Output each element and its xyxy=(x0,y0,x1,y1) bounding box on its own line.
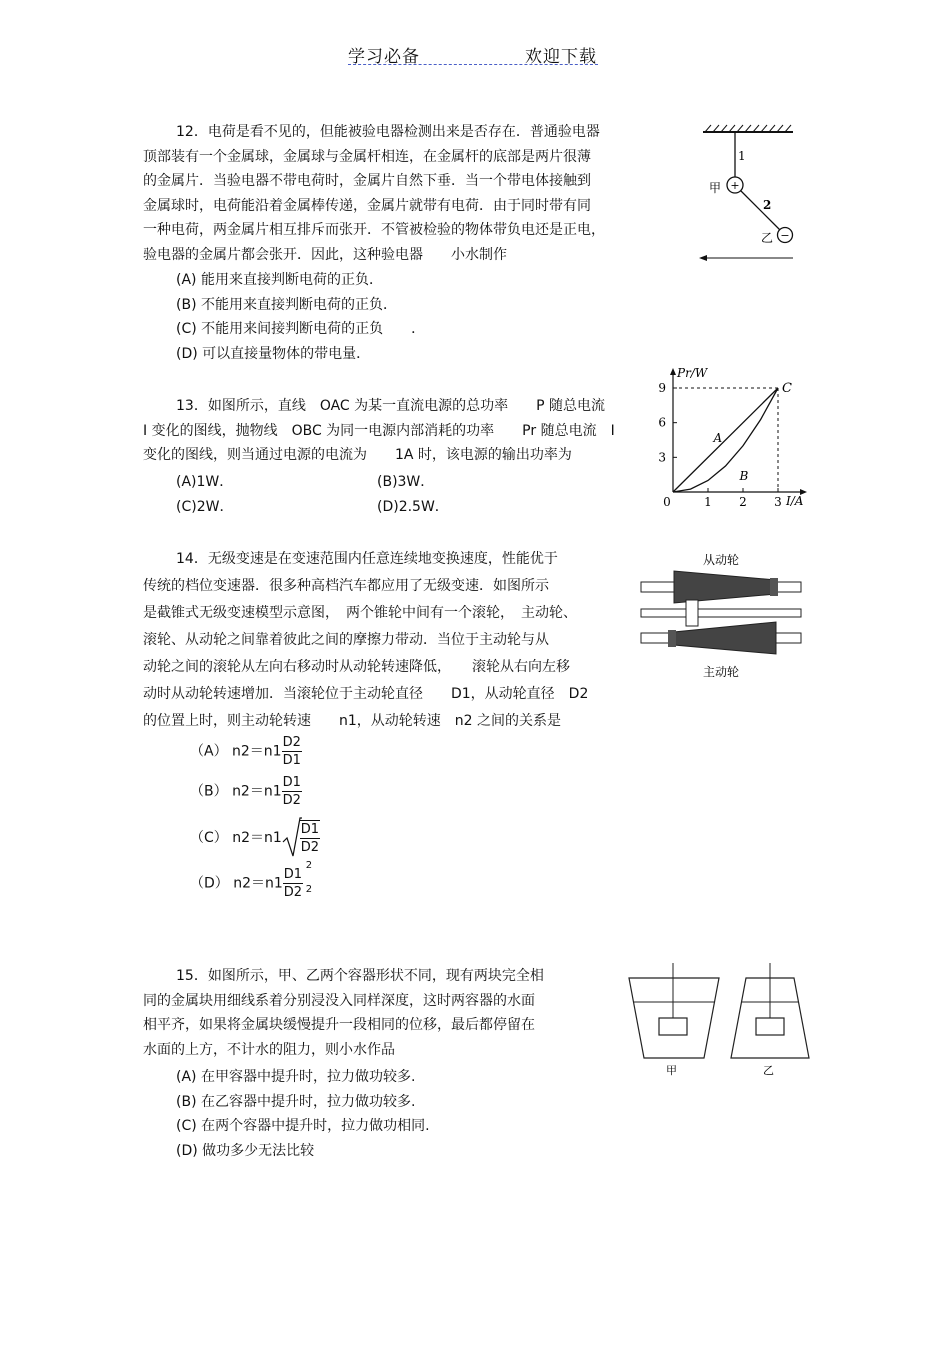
q12-line: 一种电荷，两金属片相互排斥而张开．不管被检验的物体带负电还是正电， xyxy=(143,222,605,238)
q12-option-a[interactable]: (A) 能用来直接判断电荷的正负． xyxy=(176,272,383,288)
q14-figure xyxy=(636,546,811,686)
option-lhs: n2＝n1 xyxy=(232,783,282,800)
block-jia xyxy=(659,1018,687,1035)
arrow-head xyxy=(699,255,707,261)
block-yi xyxy=(756,1018,784,1035)
x-tick-label: 2 xyxy=(739,495,747,509)
x-tick-label: 0 xyxy=(663,495,671,509)
q15-option-c[interactable]: (C) 在两个容器中提升时，拉力做功相同. xyxy=(176,1118,430,1134)
option-label: （B） xyxy=(190,783,228,800)
q14-line: 是截锥式无级变速模型示意图， 两个锥轮中间有一个滚轮， 主动轮、 xyxy=(143,605,577,621)
header-left: 学习必备 xyxy=(348,47,420,67)
label-1: 1 xyxy=(738,149,746,163)
q14-line: 14．无级变速是在变速范围内任意连续地变换速度，性能优于 xyxy=(176,551,558,567)
q12-text xyxy=(143,120,643,267)
q15-options xyxy=(176,1065,430,1163)
q13-line: 变化的图线，则当通过电源的电流为 1A 时，该电源的输出功率为 xyxy=(143,447,572,463)
bottom-cone xyxy=(674,622,776,654)
q15-text xyxy=(143,964,593,1062)
top-cone-cap xyxy=(770,578,778,596)
exp-den: 2 xyxy=(305,884,313,895)
minus-sign: − xyxy=(780,229,790,242)
q14-text xyxy=(143,546,633,735)
q13-option-b[interactable]: (B)3W． xyxy=(377,474,435,490)
x-tick-label: 1 xyxy=(704,495,712,509)
label-yi: 乙 xyxy=(763,1064,774,1077)
q12-option-b[interactable]: (B) 不能用来直接判断电荷的正负． xyxy=(176,296,397,313)
q13-chart xyxy=(655,362,815,517)
q14-line: 传统的档位变速器．很多种高档汽车都应用了无级变速．如图所示 xyxy=(143,578,549,594)
q13-option-a[interactable]: (A)1W． xyxy=(176,474,234,490)
q14-line: 动时从动轮转速增加．当滚轮位于主动轮直径 D1，从动轮直径 D2 xyxy=(143,686,589,702)
fraction: $\frac{D1}{D2}$ xyxy=(300,822,320,855)
q14-option-a[interactable] xyxy=(190,734,302,769)
q12-line: 顶部装有一个金属球，金属球与金属杆相连，在金属杆的底部是两片很薄 xyxy=(143,148,591,165)
fraction: $\frac{D2}{D1}$ xyxy=(282,735,301,768)
q13-option-c[interactable]: (C)2W． xyxy=(176,499,234,515)
header-right: 欢迎下载 xyxy=(525,47,597,67)
q13-option-d[interactable]: (D)2.5W． xyxy=(377,499,449,515)
middle-shaft xyxy=(641,609,801,617)
q12-line: 验电器的金属片都会张开．因此，这种验电器 小水制作 xyxy=(143,246,507,263)
option-lhs: n2＝n1 xyxy=(232,743,282,760)
ceiling-hatch xyxy=(705,125,791,132)
q15-option-a[interactable]: (A) 在甲容器中提升时，拉力做功较多. xyxy=(176,1069,416,1085)
option-label: （C） xyxy=(190,830,228,846)
q15-line: 水面的上方，不计水的阻力，则小水作品 xyxy=(143,1041,395,1058)
q14-line: 动轮之间的滚轮从左向右移动时从动轮转速降低， 滚轮从右向左移 xyxy=(143,659,570,675)
y-axis-label: Pr/W xyxy=(677,366,708,380)
point-label-C: C xyxy=(782,381,792,396)
q15-line: 同的金属块用细线系着分别浸没入同样深度，这时两容器的水面 xyxy=(143,992,535,1009)
sqrt-sign xyxy=(282,816,302,860)
label-jia: 甲 xyxy=(709,181,722,195)
string-2 xyxy=(735,185,780,230)
q14-option-b[interactable] xyxy=(190,774,302,809)
q12-line: 12．电荷是看不见的，但能被验电器检测出来是否存在．普通验电器 xyxy=(176,124,600,140)
fraction: $\frac{D1}{D2}$ xyxy=(282,775,301,808)
q15-line: 15．如图所示，甲、乙两个容器形状不同，现有两块完全相 xyxy=(176,968,544,984)
fraction: D1 D2 2 2 xyxy=(283,866,303,901)
series-A xyxy=(673,388,778,492)
option-label: （D） xyxy=(190,875,229,892)
q12-option-c[interactable]: (C) 不能用来间接判断电荷的正负 ． xyxy=(176,321,426,337)
top-cone xyxy=(674,571,776,603)
roller xyxy=(686,600,698,626)
x-tick-label: 3 xyxy=(774,495,782,509)
label-yi: 乙 xyxy=(761,231,774,245)
y-tick-label: 6 xyxy=(658,415,666,430)
y-tick-label: 3 xyxy=(658,450,666,465)
q12-options xyxy=(176,268,425,366)
label-jia: 甲 xyxy=(666,1064,677,1077)
q13-line: 13．如图所示，直线 OAC 为某一直流电源的总功率 P 随总电流 xyxy=(176,398,606,414)
q15-option-d[interactable]: (D) 做功多少无法比较 xyxy=(176,1142,315,1159)
label-driven-wheel: 从动轮 xyxy=(703,553,740,567)
q13-text xyxy=(143,394,653,468)
q14-option-c[interactable] xyxy=(190,816,320,860)
option-lhs: n2＝n1 xyxy=(232,830,282,846)
x-axis-label: I/A xyxy=(786,494,804,508)
y-tick-label: 9 xyxy=(658,381,666,395)
series-label-B: B xyxy=(739,469,749,483)
plus-sign: + xyxy=(730,179,740,192)
q14-line: 的位置上时，则主动轮转速 n1，从动轮转速 n2 之间的关系是 xyxy=(143,713,562,729)
label-driving-wheel: 主动轮 xyxy=(703,665,740,679)
q12-option-d[interactable]: (D) 可以直接量物体的带电量． xyxy=(176,345,371,362)
bottom-cone-cap xyxy=(668,630,676,647)
q14-option-d[interactable] xyxy=(190,860,313,901)
option-lhs: n2＝n1 xyxy=(233,875,283,892)
q12-line: 金属球时，电荷能沿着金属棒传递，金属片就带有电荷．由于同时带有同 xyxy=(143,197,591,214)
q12-figure xyxy=(695,122,805,267)
q13-line: I 变化的图线，抛物线 OBC 为同一电源内部消耗的功率 Pr 随总电流 I xyxy=(143,422,615,439)
q15-option-b[interactable]: (B) 在乙容器中提升时，拉力做功较多. xyxy=(176,1093,416,1110)
option-label: （A） xyxy=(190,743,228,760)
series-label-A: A xyxy=(713,431,723,445)
y-axis-arrow xyxy=(670,368,676,375)
q15-figure xyxy=(624,958,824,1083)
exp-num: 2 xyxy=(305,860,313,871)
q12-line: 的金属片．当验电器不带电荷时，金属片自然下垂．当一个带电体接触到 xyxy=(143,173,591,189)
q15-line: 相平齐，如果将金属块缓慢提升一段相同的位移，最后都停留在 xyxy=(143,1017,535,1033)
label-2: 2 xyxy=(763,198,772,212)
q14-line: 滚轮、从动轮之间靠着彼此之间的摩擦力带动．当位于主动轮与从 xyxy=(143,632,549,648)
